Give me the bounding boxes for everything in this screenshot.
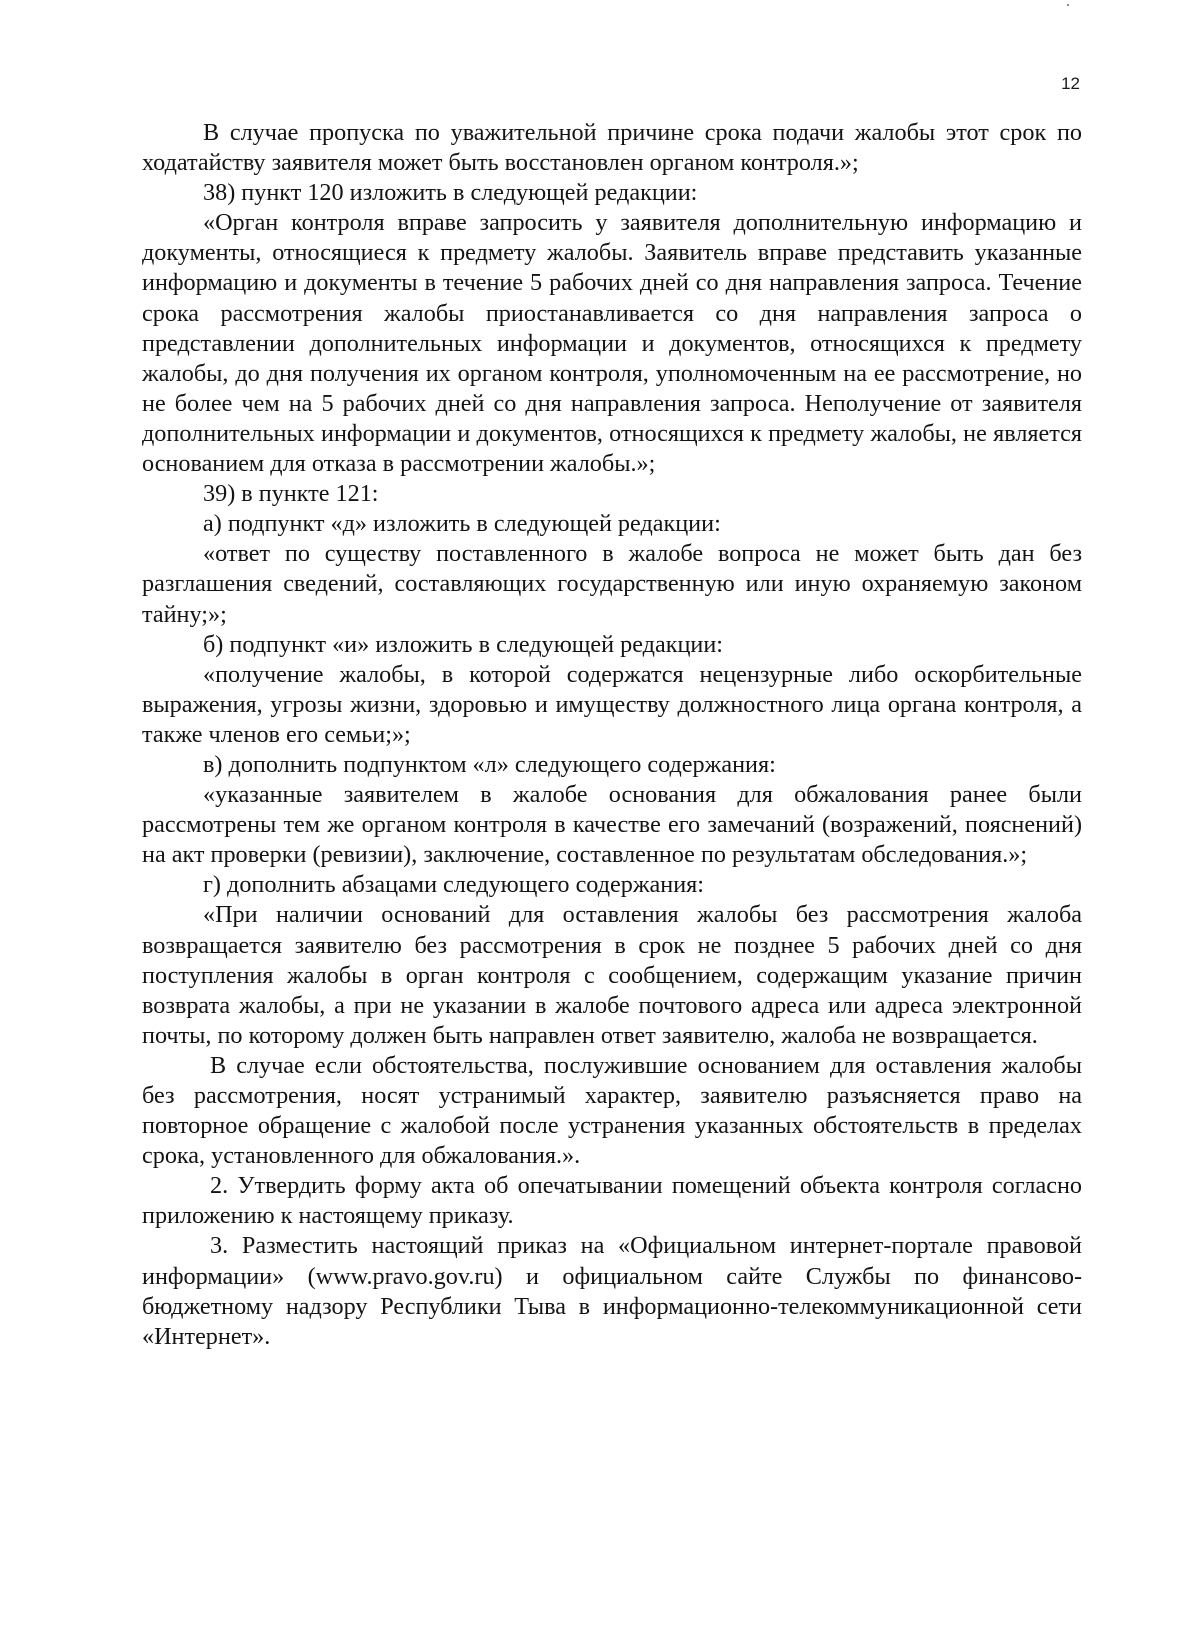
document-body [142,118,1082,1352]
paragraph-item-39: 39) в пункте 121: [203,480,379,508]
paragraph-item-120-text: «Орган контроля вправе запросить у заявителя дополнительную информацию и документы, относящиеся к предмету жалобы. Заявитель вправе представить указанные информацию и документы в течение 5 рабочих дней со дня направления запроса. Течение срока рассмотрения жалобы приостанавливается со дня направления запроса о представлении дополнительных информации и документов, относящихся к предмету жалобы, до дня получения их органом контроля, уполномоченным на ее рассмотрение, но не более чем на 5 рабочих дней со дня направления запроса. Неполучение от заявителя дополнительных информации и документов, относящихся к предмету жалобы, не является основанием для отказа в рассмотрении жалобы.»; [142,209,1082,478]
paragraph-subitem-b: б) подпункт «и» изложить в следующей редакции: [203,630,723,658]
paragraph-subitem-i-text: «получение жалобы, в которой содержатся нецензурные либо оскорбительные выражения, угрозы жизни, здоровью и имуществу должностного лица органа контроля, а также членов его семьи;»; [142,660,1082,748]
scan-speck [1067,4,1069,6]
paragraph-subitem-l-text: «указанные заявителем в жалобе основания для обжалования ранее были рассмотрены тем же органом контроля в качестве его замечаний (возражений, пояснений) на акт проверки (ревизии), заключение, составленное по результатам обследования.»; [142,781,1082,869]
paragraph-return-complaint: «При наличии оснований для оставления жалобы без рассмотрения жалоба возвращается заявителю без рассмотрения в срок не позднее 5 рабочих дней со дня поступления жалобы в орган контроля с сообщением, содержащим указание причин возврата жалобы, а при не указании в жалобе почтового адреса или адреса электронной почты, по которому должен быть направлен ответ заявителю, жалоба не возвращается. [142,901,1082,1049]
paragraph-point-2: 2. Утвердить форму акта об опечатывании помещений объекта контроля согласно приложению к настоящему приказу. [142,1172,1082,1230]
paragraph-subitem-g: г) дополнить абзацами следующего содержания: [203,871,705,899]
paragraph-subitem-v: в) дополнить подпунктом «л» следующего содержания: [203,750,776,778]
paragraph-item-38: 38) пункт 120 изложить в следующей редакции: [203,179,698,207]
paragraph-point-3: 3. Разместить настоящий приказ на «Официальном интернет-портале правовой информации» (www.pravo.gov.ru) и официальном сайте Службы по финансово-бюджетному надзору Республики Тыва в информационно-телекоммуникационной сети «Интернет». [142,1232,1082,1350]
paragraph-removable-circumstances: В случае если обстоятельства, послужившие основанием для оставления жалобы без рассмотрения, носят устранимый характер, заявителю разъясняется право на повторное обращение с жалобой после устранения указанных обстоятельств в пределах срока, установленного для обжалования.». [142,1051,1082,1170]
paragraph-deadline-restoration: В случае пропуска по уважительной причине срока подачи жалобы этот срок по ходатайству заявителя может быть восстановлен органом контроля.»; [142,119,1082,177]
paragraph-subitem-a: а) подпункт «д» изложить в следующей редакции: [203,510,721,538]
page-number: 12 [1061,74,1080,93]
paragraph-subitem-d-text: «ответ по существу поставленного в жалобе вопроса не может быть дан без разглашения сведений, составляющих государственную или иную охраняемую законом тайну;»; [142,540,1082,628]
